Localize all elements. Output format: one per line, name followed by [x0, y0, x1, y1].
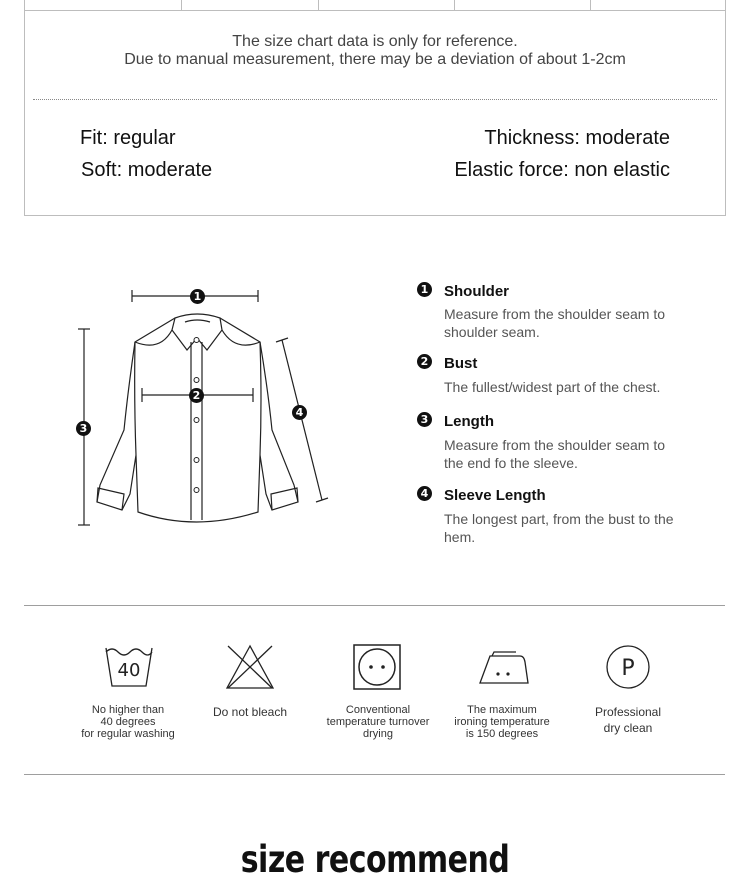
dry-clean-care-text: Professional dry clean	[594, 705, 662, 735]
iron-icon	[478, 650, 530, 686]
size-table-bottom-row	[25, 0, 725, 11]
wash-40-icon	[104, 644, 154, 690]
button-icon	[194, 418, 199, 423]
button-icon	[194, 338, 199, 343]
size-recommend-heading: size recommend	[240, 838, 510, 882]
length-title: Length	[444, 413, 494, 430]
shoulder-title: Shoulder	[444, 283, 510, 300]
bust-description: The fullest/widest part of the chest.	[444, 379, 661, 395]
elastic-property: Elastic force: non elastic	[454, 159, 670, 181]
tumble-dry-icon	[353, 644, 401, 690]
soft-property: Soft: moderate	[81, 159, 213, 181]
fit-property: Fit: regular	[80, 127, 176, 149]
sleeve-length-description: The longest part, from the bust to the hem.	[444, 511, 674, 545]
bust-title: Bust	[444, 355, 478, 372]
diagram-marker-2: 2	[189, 388, 204, 403]
legend-number-4: 4	[417, 486, 432, 501]
table-column-divider	[590, 0, 591, 10]
dry-clean-letter: P	[621, 656, 635, 681]
shoulder-description: Measure from the shoulder seam to shoulder seam.	[444, 306, 665, 340]
length-description: Measure from the shoulder seam to the end fo the sleeve.	[444, 437, 665, 471]
diagram-marker-1: 1	[190, 289, 205, 304]
bleach-care-text: Do not bleach	[212, 705, 288, 719]
sleeve-measure-line	[282, 340, 322, 500]
dry-clean-icon	[605, 644, 651, 690]
dry-care-text: Conventional temperature turnover drying	[326, 704, 430, 740]
legend-number-1: 1	[417, 282, 432, 297]
deviation-note: Due to manual measurement, there may be a deviation of about 1-2cm	[124, 51, 626, 68]
button-icon	[194, 488, 199, 493]
wash-care-text: No higher than 40 degrees for regular washing	[81, 704, 175, 740]
sleeve-length-title: Sleeve Length	[444, 487, 546, 504]
table-column-divider	[318, 0, 319, 10]
dotted-divider	[33, 99, 717, 100]
diagram-marker-3: 3	[76, 421, 91, 436]
table-column-divider	[181, 0, 182, 10]
care-bottom-divider	[24, 774, 725, 775]
table-column-divider	[454, 0, 455, 10]
care-top-divider	[24, 605, 725, 606]
legend-number-2: 2	[417, 354, 432, 369]
size-chart-box	[24, 0, 726, 216]
reference-note: The size chart data is only for reference.	[232, 33, 518, 50]
no-bleach-icon	[225, 644, 275, 690]
legend-number-3: 3	[417, 412, 432, 427]
button-icon	[194, 378, 199, 383]
thickness-property: Thickness: moderate	[484, 127, 670, 149]
button-icon	[194, 458, 199, 463]
wash-temperature: 40	[117, 660, 141, 681]
iron-care-text: The maximum ironing temperature is 150 degrees	[454, 704, 550, 740]
diagram-marker-4: 4	[292, 405, 307, 420]
